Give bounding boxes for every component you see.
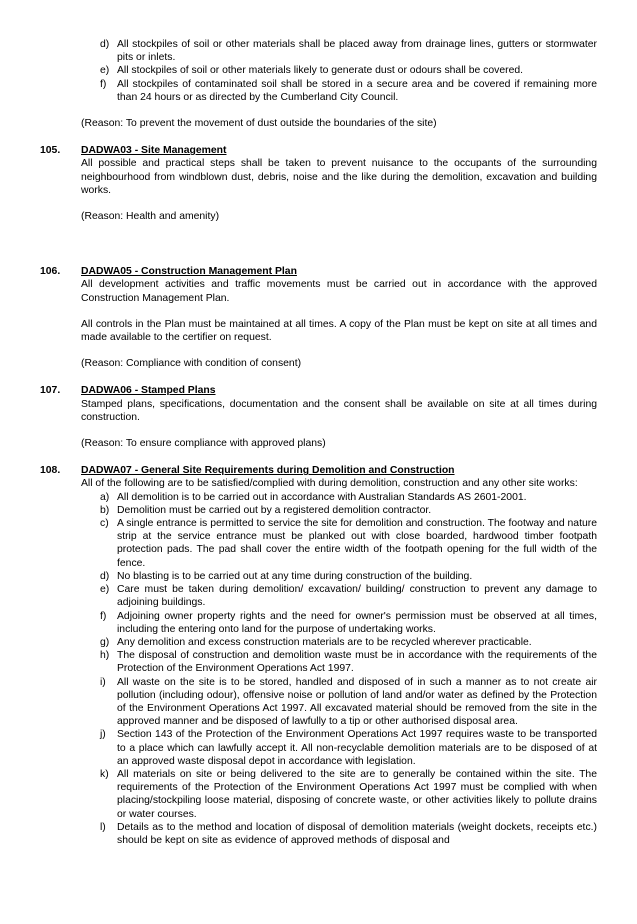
reason-text: (Reason: Compliance with condition of consent) [81,358,302,370]
list-item-text: Demolition must be carried out by a registered demolition contractor. [117,504,432,516]
list-item [97,64,597,77]
condition-title: DADWA06 - Stamped Plans [81,385,216,397]
list-item [97,38,597,64]
reason-text: (Reason: To ensure compliance with approved plans) [81,438,326,450]
requirements-list [40,491,597,847]
list-marker: a) [100,491,110,503]
list-item [97,504,597,517]
list-marker: l) [100,821,106,833]
list-marker: d) [100,39,110,50]
condition-title: DADWA05 - Construction Management Plan [81,266,297,278]
list-marker: j) [100,729,106,741]
list-item-text: No blasting is to be carried out at any time during construction of the building. [117,570,473,582]
list-item-text: Adjoining owner property rights and the need for owner's permission must be observed at all times, including the entering onto land for the purpose of undertaking works. [117,610,597,635]
list-item [97,517,597,570]
list-item [97,78,597,104]
list-item [97,583,597,609]
condition-paragraph: All of the following are to be satisfied/complied with during demolition, construction and any other site works: [81,478,578,490]
list-item [97,491,597,504]
list-marker: e) [100,584,110,596]
condition-number: 107. [40,385,61,397]
list-item [97,570,597,583]
condition-number: 105. [40,145,61,157]
condition-number: 106. [40,266,61,278]
list-item [97,649,597,675]
condition-paragraph: Stamped plans, specifications, documentation and the consent shall be available on site at all times during construction. [81,398,597,423]
condition-paragraph: All possible and practical steps shall be taken to prevent nuisance to the occupants of the surrounding neighbourhood from windblown dust, debris, noise and the like during the demolition, excavation and building works. [81,158,597,196]
condition-paragraph: All development activities and traffic movements must be carried out in accordance with the approved Construction Management Plan. [81,279,597,304]
condition-107 [40,384,597,450]
list-item-text: The disposal of construction and demolition waste must be in accordance with the requirements of the Protection of the Environment Operations Act 1997. [117,650,597,675]
condition-number: 108. [40,465,61,477]
list-item-text: All stockpiles of contaminated soil shall be stored in a secure area and be covered if remaining more than 24 hours or as directed by the Cumberland City Council. [117,78,597,103]
list-item-text: All stockpiles of soil or other materials likely to generate dust or odours shall be covered. [117,65,524,77]
condition-106 [40,265,597,370]
list-item [97,821,597,847]
reason-text: (Reason: Health and amenity) [81,211,220,223]
reason-text: (Reason: To prevent the movement of dust outside the boundaries of the site) [81,118,437,130]
list-item-text: All waste on the site is to be stored, handled and disposed of in such a manner as to not create air pollution (including odour), offensive noise or pollution of land and/or water as defined by the Protection of the Environment Operations Act 1997. All excavated material should be removed from the site in the approved manner and be disposed of lawfully to a tip or other authorised disposal area. [117,676,597,728]
list-marker: k) [100,768,109,780]
list-marker: h) [100,650,110,662]
condition-paragraph: All controls in the Plan must be maintained at all times. A copy of the Plan must be kept on site at all times and made available to the certifier on request. [81,318,597,344]
condition-108 [40,464,597,490]
condition-title: DADWA07 - General Site Requirements during Demolition and Construction [81,465,455,477]
list-item-text: A single entrance is permitted to service the site for demolition and construction. The footway and nature strip at the service entrance must be planked out with close boarded, hardwood timber footpath protection pads. The pad shall cover the entire width of the footpath opening for the full width of the fence. [117,518,597,569]
list-item-text: Care must be taken during demolition/ excavation/ building/ construction to prevent any damage to adjoining buildings. [117,584,597,609]
list-item-text: All materials on site or being delivered to the site are to generally be contained within the site. The requirements of the Protection of the Environment Operations Act 1997 must be complied with when placing/stockpiling loose material, disposing of concrete waste, or other activities likely to pollute drains or water courses. [117,768,597,820]
list-marker: e) [100,65,110,77]
list-item [97,636,597,649]
list-marker: d) [100,570,110,582]
list-marker: g) [100,636,110,648]
list-item [97,676,597,729]
list-item [97,610,597,636]
condition-105 [40,144,597,223]
list-item-text: All stockpiles of soil or other materials shall be placed away from drainage lines, gutters or stormwater pits or inlets. [117,39,597,64]
list-marker: b) [100,504,110,516]
list-marker: f) [100,78,107,90]
list-item [97,768,597,821]
list-item-text: All demolition is to be carried out in accordance with Australian Standards AS 2601-2001. [117,491,527,503]
list-marker: i) [100,676,106,688]
list-marker: c) [100,518,109,530]
continued-list [40,38,597,104]
condition-title: DADWA03 - Site Management [81,145,227,157]
list-item-text: Any demolition and excess construction materials are to be recycled wherever practicable. [117,636,532,648]
list-item-text: Details as to the method and location of disposal of demolition materials (weight dockets, receipts etc.) should be kept on site as evidence of approved methods of disposal and [117,821,597,846]
list-item [97,728,597,768]
list-marker: f) [100,610,107,622]
list-item-text: Section 143 of the Protection of the Environment Operations Act 1997 requires waste to be transported to a place which can lawfully accept it. All non-recyclable demolition materials are to be disposed of at an approved waste disposal depot in accordance with legislation. [117,729,597,767]
